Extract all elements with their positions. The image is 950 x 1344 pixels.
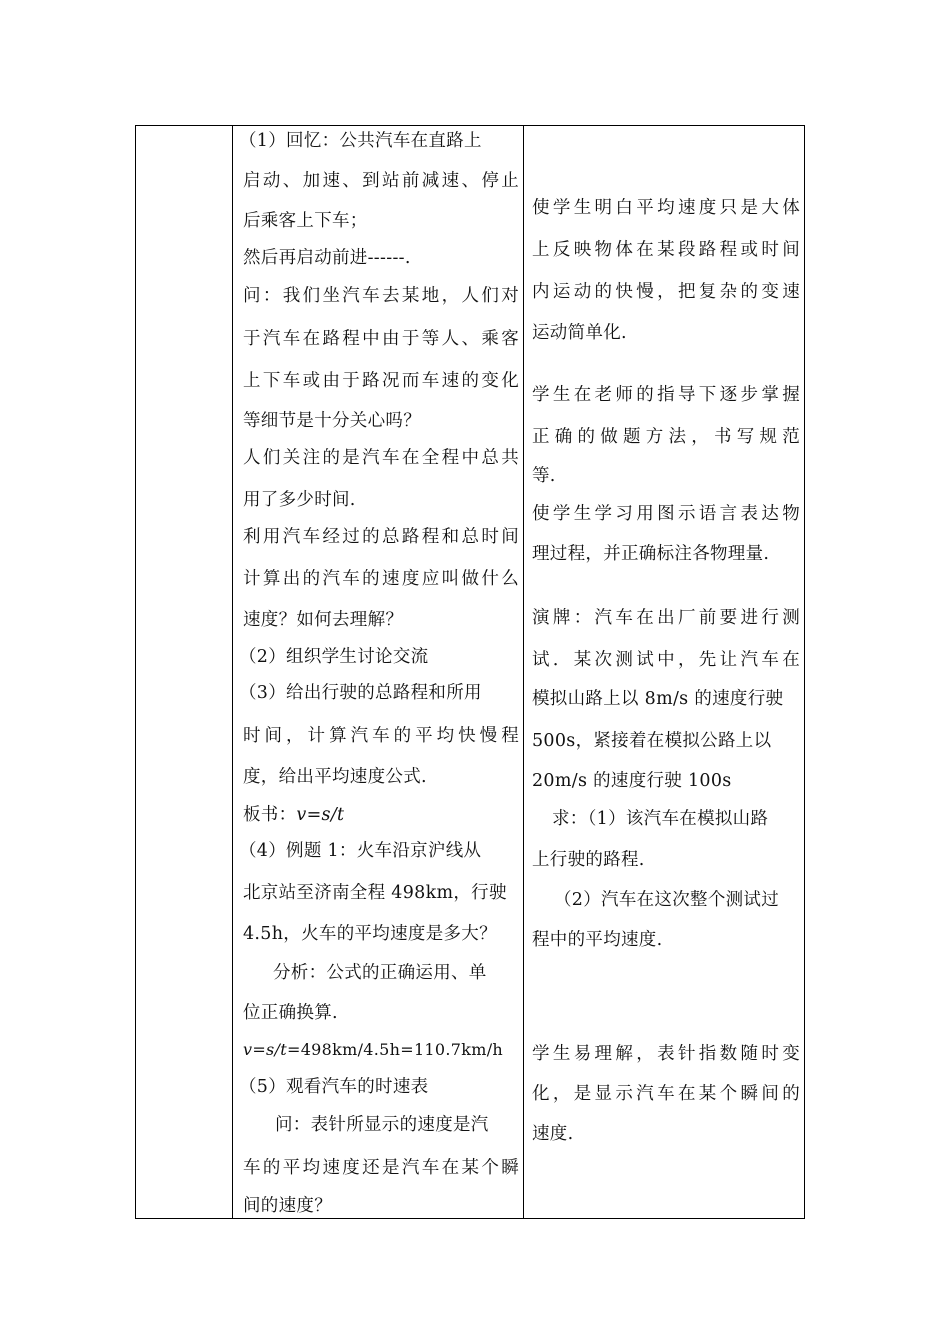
text-line: （2）汽车在这次整个测试过 bbox=[554, 890, 780, 910]
text-line: 学生在老师的指导下逐步掌握 bbox=[532, 385, 800, 405]
text-line: 位正确换算. bbox=[243, 1003, 338, 1023]
text-line: 20m/s 的速度行驶 100s bbox=[532, 771, 732, 791]
text-line: 度，给出平均速度公式. bbox=[243, 767, 427, 787]
text-line: 问：表针所显示的速度是汽 bbox=[275, 1115, 489, 1135]
text-line: 时间，计算汽车的平均快慢程 bbox=[243, 726, 519, 746]
text-line: （1）回忆：公共汽车在直路上 bbox=[239, 131, 482, 151]
text-line: 间的速度？ bbox=[243, 1196, 332, 1216]
text-line: 等细节是十分关心吗？ bbox=[243, 411, 421, 431]
text-line: 化，是显示汽车在某个瞬间的 bbox=[532, 1084, 800, 1104]
text-line: 分析：公式的正确运用、单 bbox=[273, 963, 487, 983]
text-line: 问：我们坐汽车去某地，人们对 bbox=[243, 286, 519, 306]
text-line: 使学生学习用图示语言表达物 bbox=[532, 504, 800, 524]
text-line: 计算出的汽车的速度应叫做什么 bbox=[243, 569, 519, 589]
text-line: 学生易理解，表针指数随时变 bbox=[532, 1044, 800, 1064]
column-divider-left bbox=[232, 126, 233, 1218]
text-line: 模拟山路上以 8m/s 的速度行驶 bbox=[532, 689, 784, 709]
text-line: 求：（1）该汽车在模拟山路 bbox=[552, 809, 769, 829]
lesson-table bbox=[135, 125, 805, 1219]
text-line: 等. bbox=[532, 466, 556, 486]
text-line: （2）组织学生讨论交流 bbox=[239, 647, 429, 667]
text-line: 上行驶的路程. bbox=[532, 850, 645, 870]
text-line bbox=[243, 805, 344, 825]
text-line: （5）观看汽车的时速表 bbox=[239, 1077, 429, 1097]
text-line: 用了多少时间. bbox=[243, 490, 356, 510]
text-line: 使学生明白平均速度只是大体 bbox=[532, 198, 800, 218]
text-line: （3）给出行驶的总路程和所用 bbox=[239, 683, 482, 703]
text-line: 内运动的快慢，把复杂的变速 bbox=[532, 282, 800, 302]
text-line: 速度. bbox=[532, 1124, 574, 1144]
text-line: 上下车或由于路况而车速的变化 bbox=[243, 371, 519, 391]
text-line: 北京站至济南全程 498km，行驶 bbox=[243, 883, 507, 903]
text-line: 于汽车在路程中由于等人、乘客 bbox=[243, 329, 519, 349]
text-line: 程中的平均速度. bbox=[532, 930, 663, 950]
formula: v=s/t bbox=[296, 805, 345, 825]
text-run: 板书： bbox=[243, 805, 297, 825]
formula-result: =498km/4.5h=110.7km/h bbox=[286, 1040, 504, 1059]
text-line: 上反映物体在某段路程或时间 bbox=[532, 240, 800, 260]
text-line: 然后再启动前进------. bbox=[243, 248, 411, 268]
text-line: 车的平均速度还是汽车在某个瞬 bbox=[243, 1158, 519, 1178]
formula-line bbox=[243, 1040, 503, 1060]
text-line: 正确的做题方法，书写规范 bbox=[532, 427, 800, 447]
column-divider-right bbox=[523, 126, 524, 1218]
text-line: 500s，紧接着在模拟公路上以 bbox=[532, 731, 772, 751]
text-line: 理过程，并正确标注各物理量. bbox=[532, 544, 770, 564]
text-line: 启动、加速、到站前减速、停止 bbox=[243, 171, 519, 191]
text-line: 人们关注的是汽车在全程中总共 bbox=[243, 448, 519, 468]
text-line: 4.5h，火车的平均速度是多大？ bbox=[243, 924, 497, 944]
text-line: 试．某次测试中，先让汽车在 bbox=[532, 650, 800, 670]
text-line: 速度？如何去理解？ bbox=[243, 610, 404, 630]
formula: v=s/t bbox=[243, 1040, 287, 1059]
text-line: 后乘客上下车； bbox=[243, 211, 368, 231]
text-line: 演牌：汽车在出厂前要进行测 bbox=[532, 608, 800, 628]
text-line: 利用汽车经过的总路程和总时间 bbox=[243, 527, 519, 547]
text-line: （4）例题 1：火车沿京沪线从 bbox=[239, 841, 482, 861]
text-line: 运动简单化. bbox=[532, 323, 627, 343]
